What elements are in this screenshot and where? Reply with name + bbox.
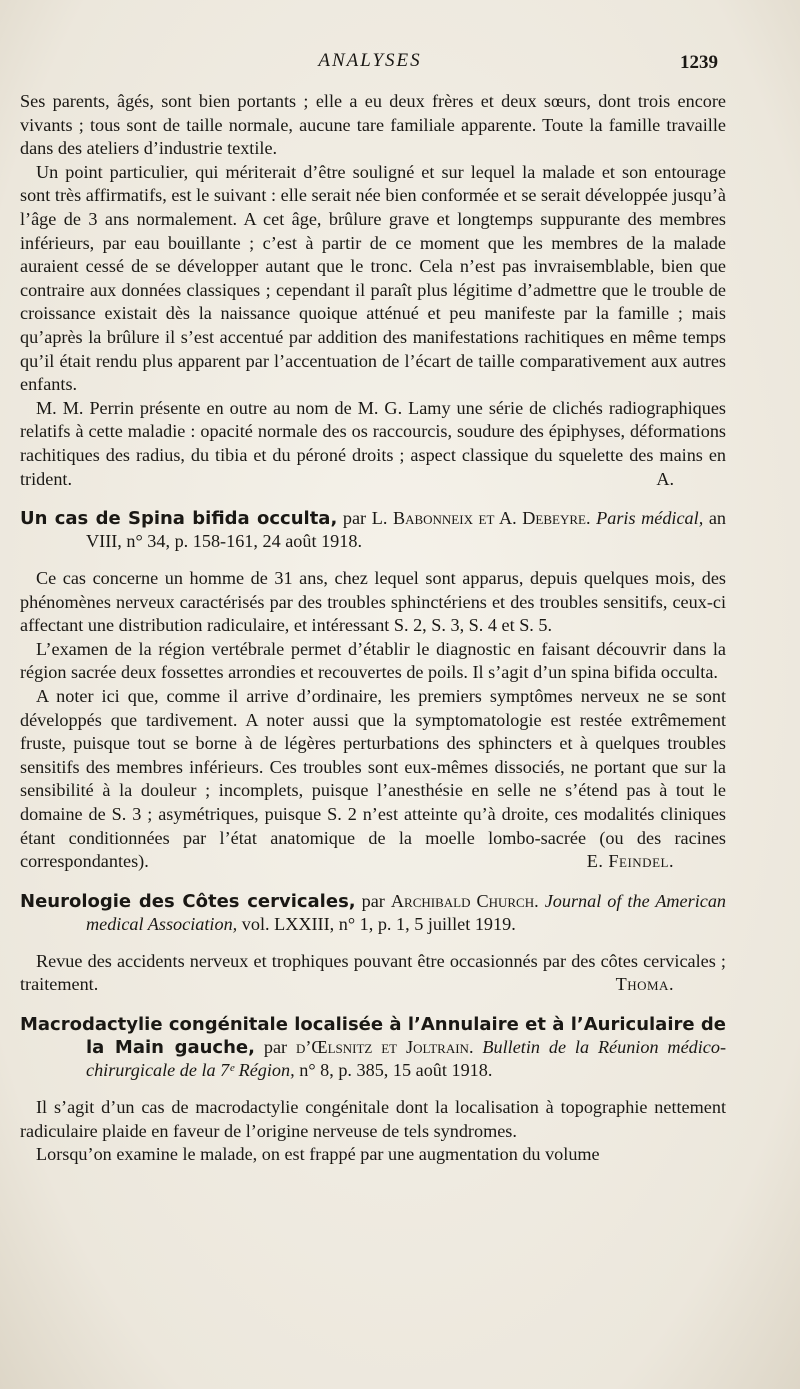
paragraph: Un point particulier, qui mériterait d’être souligné et sur lequel la malade et son entourage sont très affirmatifs, est le suivant : elle serait née bien conformée et se serait développée jusqu’à l’âge de 3 ans normalement. A cet âge, brûlure grave et longtemps suppurante des membres inférieurs, par eau bouillante ; c’est à partir de ce moment que les membres de la malade auraient cessé de se développer autant que le tronc. Cela n’est pas invraisemblable, bien que contraire aux données classiques ; cependant il paraît plus légitime d’admettre que le trouble de croissance existait dès la naissance quoique atténué et peu manifeste par la famille ; mais qu’après la brûlure il s’est accentué par addition des manifestations rachitiques en même temps qu’il était rendu plus apparent par l’accentuation de l’écart de taille comparativement aux autres enfants.	[20, 161, 726, 395]
entry-heading	[20, 1013, 726, 1082]
entry-by: par	[263, 1037, 288, 1057]
entry-title: Neurologie des Côtes cervicales,	[20, 890, 356, 912]
entry-title: Macrodactylie congénitale localisée à l’Annulaire et à l’Auriculaire de la Main gauche,	[20, 1014, 726, 1058]
review-entry	[20, 507, 726, 874]
entry-journal: Paris médical,	[596, 508, 704, 529]
review-signoff: Thoma.	[615, 974, 674, 995]
page-body	[20, 90, 726, 1167]
entry-citation: n° 8, p. 385, 15 août 1918.	[299, 1060, 493, 1080]
review-signoff: A.	[656, 468, 674, 489]
paragraph: L’examen de la région vertébrale permet d’établir le diagnostic en faisant découvrir dans la région sacrée deux fossettes arrondies et recouvertes de poils. Il s’agit d’un spina bifida occulta.	[20, 638, 726, 683]
paragraph: Lorsqu’on examine le malade, on est frappé par une augmentation du volume	[36, 1144, 600, 1165]
entry-citation: an VIII, n° 34, p. 158-161, 24 août 1918.	[86, 508, 727, 552]
paragraph-text: A noter ici que, comme il arrive d’ordinaire, les premiers symptômes nerveux ne se sont développés que tardivement. A noter aussi que la symptomatologie est restée extrêmement fruste, puisque tout se borne à de légères perturbations des sphincters et à quelques troubles sensitifs des membres inférieurs. Ces troubles sont eux-mêmes dissociés, ne portant que sur la sensibilité à la douleur ; incomplets, puisque l’anesthésie en selle ne s’étend pas à tout le domaine de S. 3 ; asymétriques, puisque S. 2 n’est atteinte qu’à droite, ces modalités cliniques étant conditionnées par l’état anatomique de la moelle lombo-sacrée (ou des racines correspondantes).	[20, 686, 726, 872]
continuation-review	[20, 90, 726, 491]
entry-journal: Bulletin de la Réunion médico-chirurgicale de la 7ᵉ Région,	[86, 1037, 727, 1080]
page-number: 1239	[680, 52, 718, 73]
paragraph	[20, 397, 726, 491]
paragraph-text: Revue des accidents nerveux et trophiques pouvant être occasionnés par des côtes cervicales ; traitement.	[20, 950, 726, 995]
entry-heading	[20, 890, 726, 936]
entry-citation: vol. LXXIII, n° 1, p. 1, 5 juillet 1919.	[241, 913, 516, 934]
review-signoff: E. Feindel.	[586, 851, 674, 872]
entry-by: par	[361, 890, 385, 911]
paragraph: Ce cas concerne un homme de 31 ans, chez lequel sont apparus, depuis quelques mois, des phénomènes nerveux caractérisés par des troubles sphinctériens et des troubles sensitifs, ceux-ci affectant une distribution radiculaire, et intéressant S. 2, S. 3, S. 4 et S. 5.	[20, 568, 726, 636]
paragraph-text: M. M. Perrin présente en outre au nom de M. G. Lamy une série de clichés radiographiques relatifs à cette maladie : opacité normale des os raccourcis, soudure des épiphyses, déformations rachitiques des radius, du tibia et du péroné droits ; aspect classique du squelette des mains en trident.	[20, 397, 726, 489]
running-header-title: ANALYSES	[318, 50, 422, 71]
paragraph: Ses parents, âgés, sont bien portants ; elle a eu deux frères et deux sœurs, dont trois encore vivants ; tous sont de taille normale, aucune tare familiale apparente. Toute la famille travaille dans des ateliers d’industrie textile.	[20, 91, 726, 159]
entry-title: Un cas de Spina bifida occulta,	[20, 508, 338, 530]
paragraph: Il s’agit d’un cas de macrodactylie congénitale dont la localisation à topographie nettement radiculaire plaide en faveur de l’origine nerveuse de tels syndromes.	[20, 1097, 726, 1141]
paragraph	[20, 685, 726, 874]
entry-authors: d’Œlsnitz et Joltrain.	[295, 1037, 474, 1057]
review-entry	[20, 1013, 726, 1167]
entry-authors: Archibald Church.	[390, 890, 539, 911]
paragraph	[20, 950, 726, 997]
review-entry	[20, 890, 726, 997]
entry-by: par	[342, 508, 367, 529]
entry-journal: Journal of the American medical Association,	[86, 890, 727, 934]
entry-authors: L. Babonneix et A. Debeyre.	[371, 508, 591, 529]
entry-heading	[20, 507, 726, 553]
